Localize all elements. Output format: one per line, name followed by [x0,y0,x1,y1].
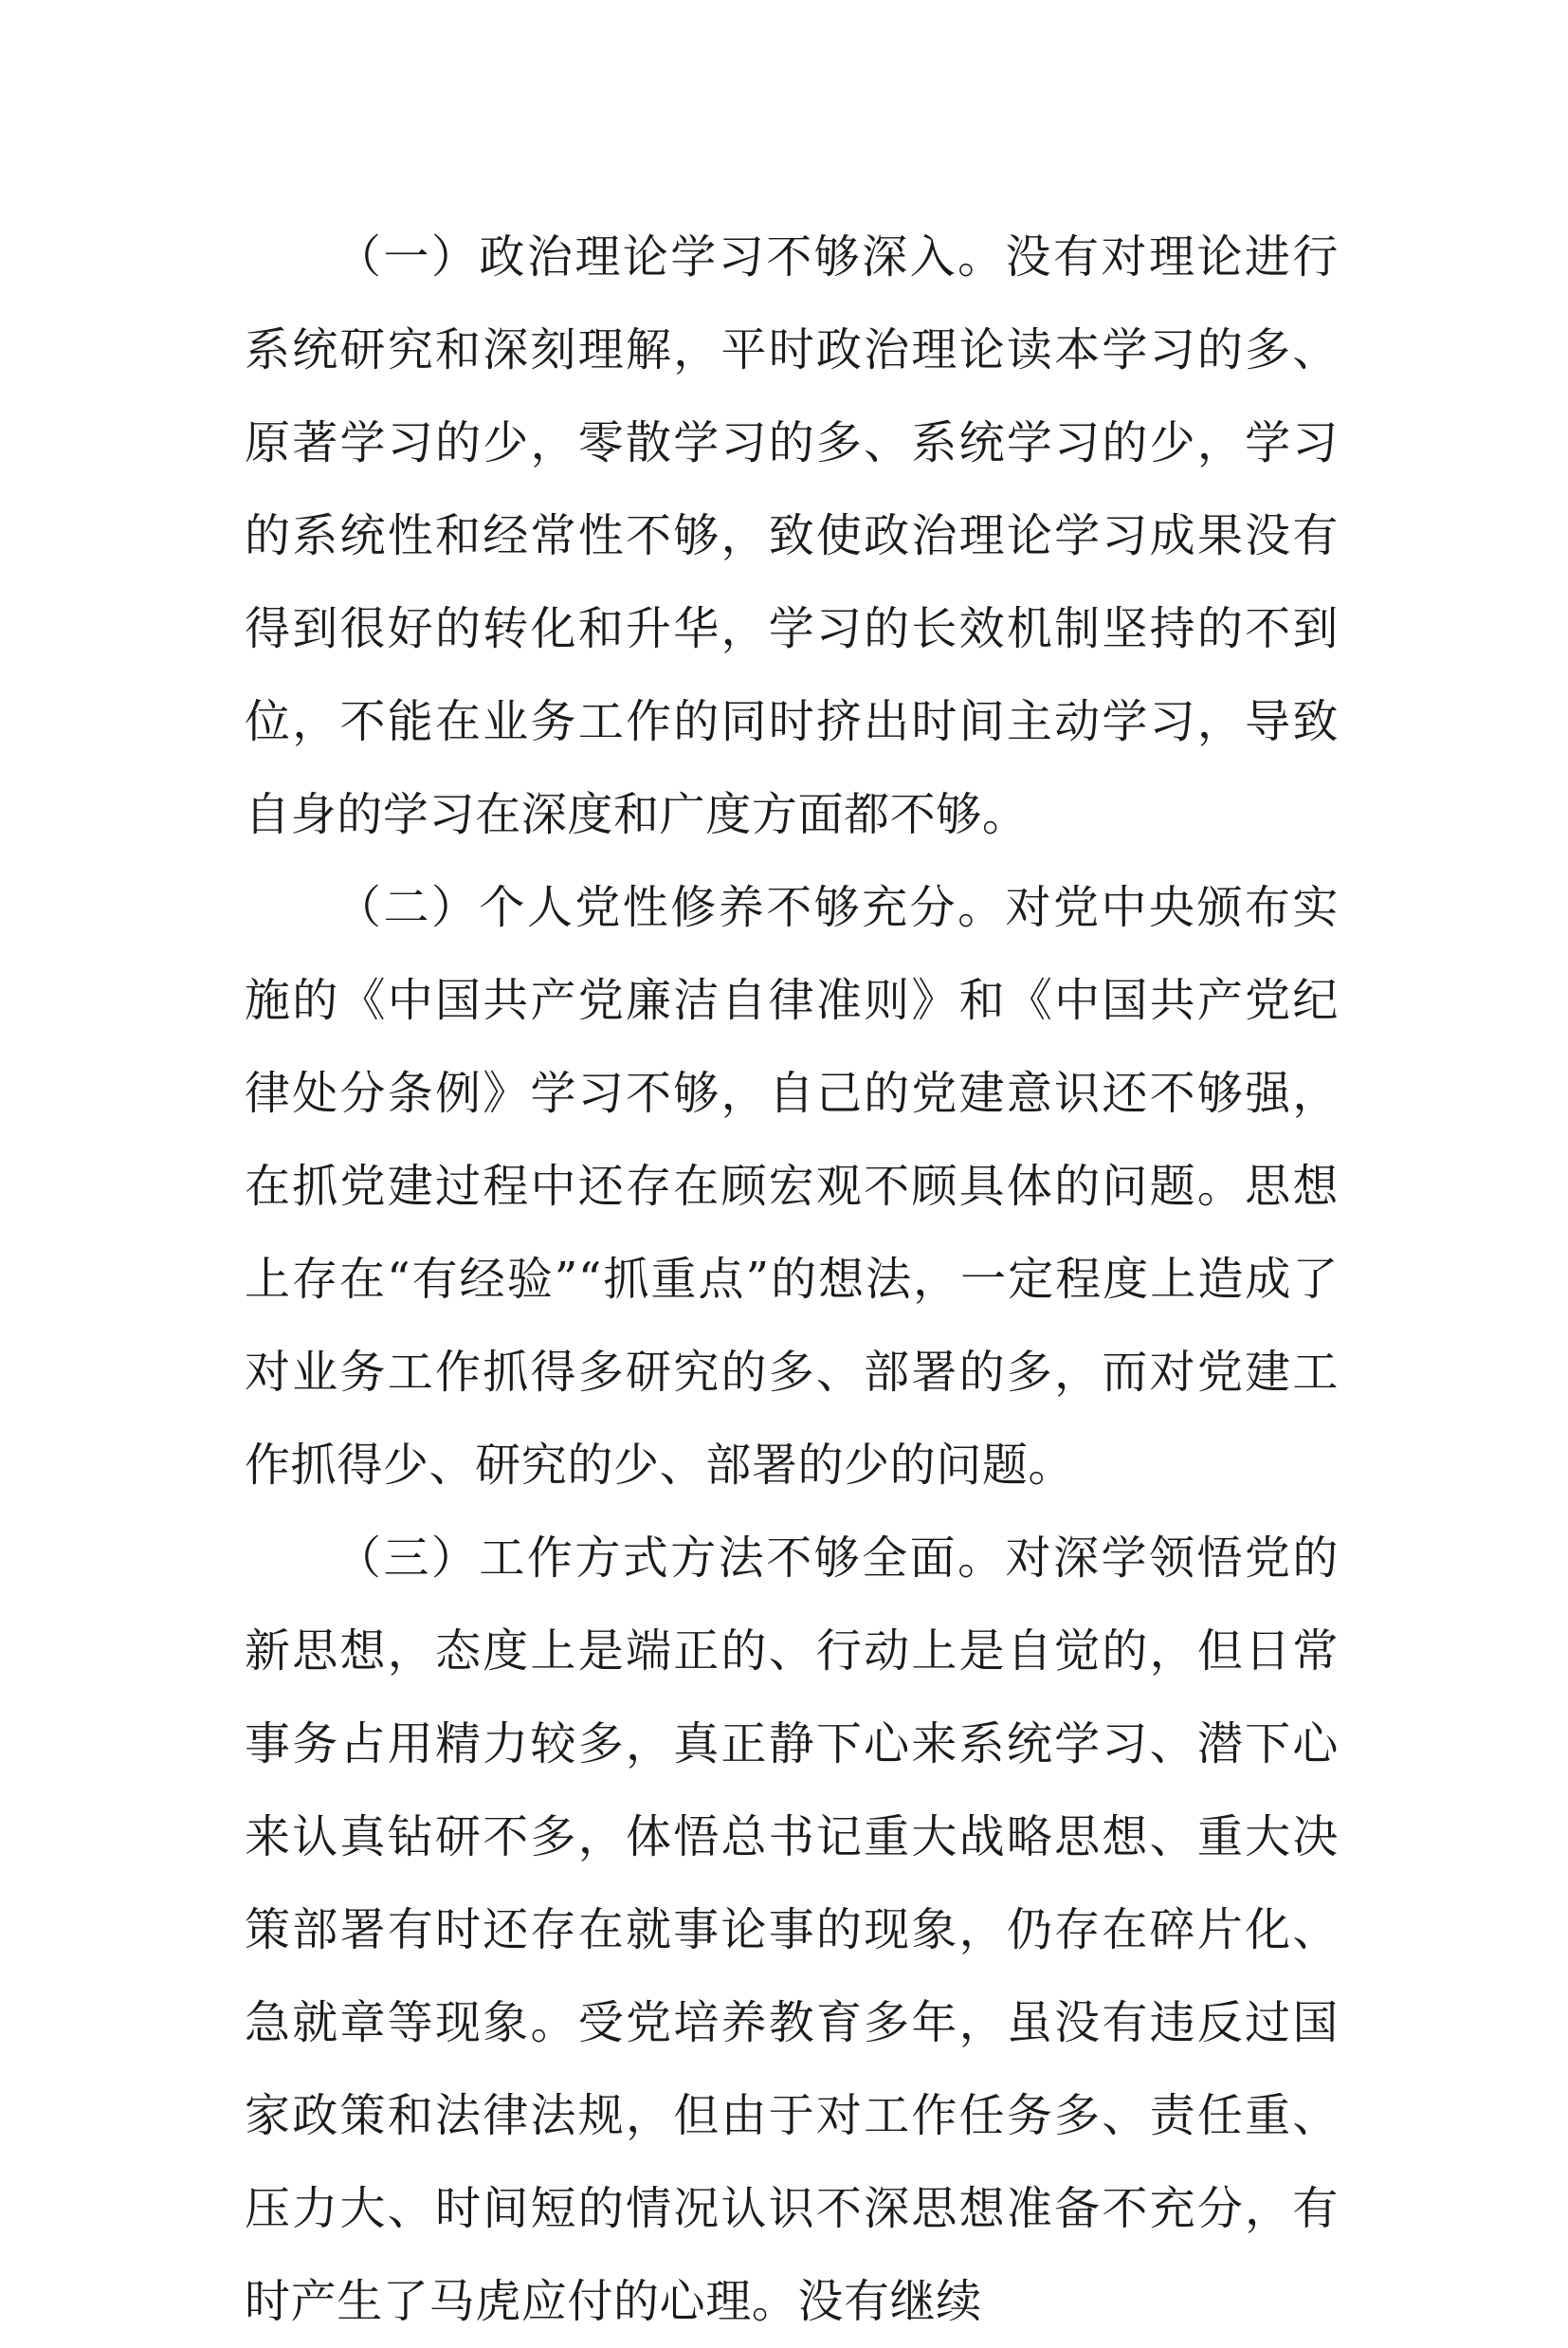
paragraph-work-methods: （三）工作方式方法不够全面。对深学领悟党的新思想，态度上是端正的、行动上是自觉的，但日常事务占用精力较多，真正静下心来系统学习、潜下心来认真钻研不多，体悟总书记重大战略思想、重大决策部署有时还存在就事论事的现象，仍存在碎片化、急就章等现象。受党培养教育多年，虽没有违反过国家政策和法律法规，但由于对工作任务多、责任重、压力大、时间短的情况认识不深思想准备不充分，有时产生了马虎应付的心理。没有继续 [245,1532,1339,2328]
paragraph-political-theory-study: （一）政治理论学习不够深入。没有对理论进行系统研究和深刻理解，平时政治理论读本学习的多、原著学习的少，零散学习的多、系统学习的少，学习的系统性和经常性不够，致使政治理论学习成果没有得到很好的转化和升华，学习的长效机制坚持的不到位，不能在业务工作的同时挤出时间主动学习，导致自身的学习在深度和广度方面都不够。 [245,230,1339,841]
paragraph-party-spirit-cultivation: （二）个人党性修养不够充分。对党中央颁布实施的《中国共产党廉洁自律准则》和《中国共产党纪律处分条例》学习不够，自己的党建意识还不够强，在抓党建过程中还存在顾宏观不顾具体的问题。思想上存在“有经验”“抓重点”的想法，一定程度上造成了对业务工作抓得多研究的多、部署的多，而对党建工作抓得少、研究的少、部署的少的问题。 [245,881,1339,1492]
document-body [245,211,1339,2348]
